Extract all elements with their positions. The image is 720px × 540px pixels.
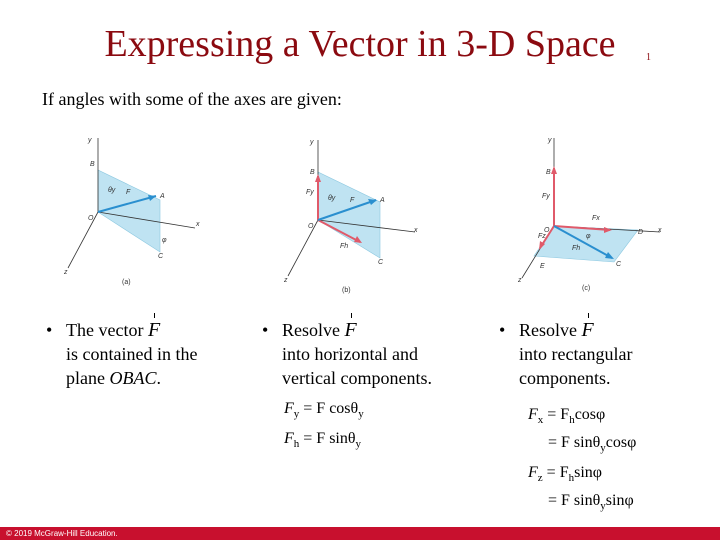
label-y: y — [88, 137, 92, 144]
label-x: x — [658, 227, 662, 234]
label-b: B — [310, 169, 315, 176]
label-fy: Fy — [542, 193, 550, 200]
label-a: A — [380, 197, 385, 204]
label-a: A — [160, 193, 165, 200]
label-d: D — [638, 229, 644, 236]
bullet-a: • The vector F is contained in the plane OBAC. — [46, 319, 198, 388]
label-c: C — [378, 259, 384, 266]
label-z: z — [518, 277, 522, 284]
label-fh: Fh — [572, 245, 581, 252]
label-x: x — [196, 221, 200, 228]
label-theta-y: θy — [108, 187, 116, 194]
label-phi: φ — [162, 237, 167, 244]
label-phi: φ — [586, 233, 591, 240]
fy-arrowhead — [551, 166, 557, 174]
label-x: x — [414, 227, 418, 234]
copyright-text: © 2019 McGraw-Hill Education. — [6, 529, 118, 538]
z-axis — [288, 220, 318, 276]
equation-fx: $F_x = F_h\cos\varphi$ — [528, 406, 606, 427]
label-fx: Fx — [592, 215, 600, 222]
plane-obac — [98, 170, 160, 252]
bullet-c: • Resolve F into rectangular components. — [499, 319, 633, 388]
slide-title: Expressing a Vector in 3-D Space — [104, 23, 616, 65]
figure-a — [60, 130, 210, 290]
slide-number: 1 — [646, 52, 651, 63]
label-b: B — [546, 169, 551, 176]
label-y: y — [310, 139, 314, 146]
bullet-text: is contained in the plane — [66, 344, 198, 388]
label-o: O — [308, 223, 314, 230]
label-z: z — [64, 269, 68, 276]
equation-fy: $F_y = F$ cosθ$_y$ — [284, 400, 364, 421]
equation-fz-expanded: = F sinθ$_y$sinφ — [548, 492, 634, 513]
footer-bar — [0, 527, 720, 540]
vector-f-symbol: F — [344, 319, 357, 341]
intro-text: If angles with some of the axes are given: — [42, 89, 342, 109]
plane-name: OBAC — [109, 368, 157, 388]
label-c: C — [616, 261, 622, 268]
vector-f-symbol: F — [147, 319, 161, 341]
label-o: O — [544, 227, 550, 234]
label-e: E — [540, 263, 545, 270]
label-c: C — [158, 253, 164, 260]
figure-b — [280, 130, 430, 295]
bullet-prefix: The vector — [66, 320, 144, 340]
label-fy: Fy — [306, 189, 314, 196]
label-o: O — [88, 215, 94, 222]
figure-tag: (c) — [582, 285, 591, 292]
label-fh: Fh — [340, 243, 349, 250]
label-z: z — [284, 277, 288, 284]
figure-tag: (a) — [122, 279, 131, 286]
bullet-text: into horizontal and vertical components. — [282, 344, 432, 388]
bullet-text: into rectangular components. — [519, 344, 633, 388]
bullet-prefix: Resolve — [282, 320, 340, 340]
bullet-prefix: Resolve — [519, 320, 577, 340]
plane-obac — [318, 172, 380, 258]
label-theta-y: θy — [328, 195, 336, 202]
vector-f-symbol: F — [581, 319, 594, 341]
label-fz: Fz — [538, 233, 546, 240]
label-f: F — [350, 197, 355, 204]
z-axis — [68, 212, 98, 268]
figure-tag: (b) — [342, 287, 351, 294]
label-f: F — [126, 189, 131, 196]
label-y: y — [548, 137, 552, 144]
equation-fx-expanded: = F sinθ$_y$cosφ — [548, 434, 637, 455]
bullet-b: • Resolve F into horizontal and vertical components. — [262, 319, 432, 388]
label-b: B — [90, 161, 95, 168]
equation-fh: $F_h = F$ sinθ$_y$ — [284, 430, 362, 451]
figure-c — [510, 128, 670, 296]
equation-fz: $F_z = F_h\sin\varphi$ — [528, 464, 602, 485]
